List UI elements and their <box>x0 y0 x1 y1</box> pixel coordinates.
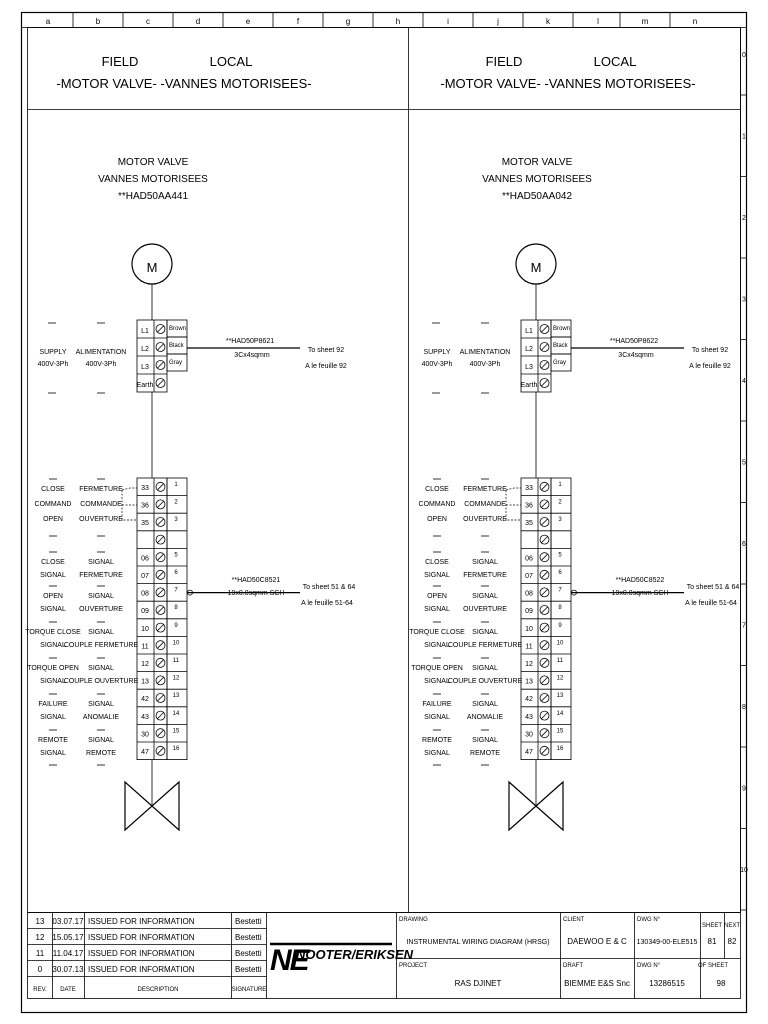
screw-slot <box>158 554 164 560</box>
signal-cable-dest: To sheet 51 & 64 <box>686 584 740 591</box>
signal-label-en: REMOTE <box>422 737 452 744</box>
screw-slot <box>158 660 164 666</box>
draft-label: DRAFT <box>563 963 583 969</box>
power-cable-dest-fr: A le feuille 92 <box>305 363 347 370</box>
dwg-number-2: 13286515 <box>649 979 685 988</box>
power-terminal-label: Earth <box>136 382 154 389</box>
signal-label-en: COMMAND <box>418 501 456 508</box>
core-number: 8 <box>174 605 178 612</box>
signal-terminal-label: 10 <box>525 625 533 633</box>
core-number: 1 <box>558 482 562 488</box>
panel-2 <box>409 54 739 830</box>
column-label-n: n <box>692 17 698 26</box>
signal-label-fr: SIGNAL <box>88 701 114 708</box>
dwg-label-2: DWG N° <box>637 963 661 969</box>
signal-label-fr: OUVERTURE <box>463 606 507 613</box>
revision-signature: Bestetti <box>235 917 262 926</box>
next-sheet-number: 82 <box>727 937 737 946</box>
motor-symbol: M <box>146 260 158 275</box>
screw-slot <box>542 554 548 560</box>
screw-slot <box>542 519 548 525</box>
revision-description: ISSUED FOR INFORMATION <box>88 949 195 958</box>
core-number: 16 <box>172 746 180 752</box>
signal-terminal-label: 13 <box>525 678 533 686</box>
signal-terminal-label: 08 <box>141 590 149 598</box>
signal-terminal-label: 07 <box>525 573 533 580</box>
column-label-d: d <box>195 17 201 26</box>
screw-slot <box>542 625 548 631</box>
column-ruler <box>46 13 697 27</box>
row-label-10: 10 <box>740 867 748 874</box>
screw-slot <box>158 625 164 631</box>
signal-label-fr: SIGNAL <box>88 737 114 744</box>
signal-label-en: SIGNAL <box>40 606 66 613</box>
supply-voltage: 400V-3Ph <box>37 361 69 368</box>
signal-label-fr: SIGNAL <box>88 593 114 600</box>
signal-terminal-label: 47 <box>141 749 149 756</box>
column-label-m: m <box>641 17 649 26</box>
screw-slot <box>542 642 548 648</box>
signal-terminal-label: 43 <box>141 713 149 721</box>
signal-label-en: FAILURE <box>38 701 68 708</box>
signal-label-en: OPEN <box>43 516 63 523</box>
revision-number: 11 <box>35 949 45 958</box>
signal-label-fr: FERMETURE <box>463 572 507 579</box>
signal-terminal-label: 10 <box>141 625 149 633</box>
drawing-title: INSTRUMENTAL WIRING DIAGRAM (HRSG) <box>406 939 550 946</box>
logo-text: NOOTER/ERIKSEN <box>296 947 414 962</box>
screw-slot <box>158 484 164 490</box>
of-sheet-label: OF SHEET <box>697 963 729 969</box>
supply-label-fr: ALIMENTATION <box>75 349 127 356</box>
signal-label-fr: SIGNAL <box>88 559 114 566</box>
screw-slot <box>542 730 548 736</box>
signal-terminal-label: 43 <box>525 713 533 721</box>
revision-description: ISSUED FOR INFORMATION <box>88 965 195 974</box>
signal-terminal-label: 11 <box>525 643 533 651</box>
signal-terminal-label: 09 <box>525 608 533 616</box>
signal-label-en: OPEN <box>427 593 447 600</box>
power-cable-spec: 3Cx4sqmm <box>618 352 654 359</box>
signal-label-fr: SIGNAL <box>472 593 498 600</box>
wire-color-label: Brown <box>553 326 571 332</box>
power-terminal-label: Earth <box>520 382 538 389</box>
row-label-5: 5 <box>742 459 746 467</box>
signal-cable-tag: **HAD50C8522 <box>615 577 665 584</box>
core-number: 10 <box>556 640 564 647</box>
revision-date: 11.04.17 <box>52 949 84 958</box>
signal-label-en: REMOTE <box>38 737 68 744</box>
screw-slot <box>158 748 164 754</box>
signal-label-en: SIGNAL <box>424 606 450 613</box>
signal-label-fr: COUPLE OUVERTURE <box>63 678 139 685</box>
signal-label-fr: FERMETURE <box>79 486 123 493</box>
signal-label-en: TORQUE CLOSE <box>25 629 81 636</box>
column-label-a: a <box>45 17 51 26</box>
signal-terminal-label: 12 <box>141 661 149 668</box>
core-number: 15 <box>556 728 564 735</box>
command-bracket <box>122 488 137 520</box>
screw-slot <box>158 730 164 736</box>
screw-slot <box>542 537 548 543</box>
signal-label-en: SIGNAL <box>40 750 66 757</box>
core-number: 11 <box>556 658 564 664</box>
signal-terminal-label: 07 <box>141 573 149 580</box>
power-cable-tag: **HAD50P8621 <box>225 338 275 345</box>
signal-terminal-label: 06 <box>141 555 149 563</box>
signal-label-en: CLOSE <box>41 486 65 493</box>
rev-header-rev: REV. <box>33 987 47 993</box>
screw-slot <box>158 519 164 525</box>
valve-tag: **HAD50AA042 <box>501 191 573 202</box>
wire-color-label: Black <box>553 343 568 349</box>
supply-label: SUPPLY <box>39 349 67 356</box>
signal-terminal-label: 11 <box>141 643 149 651</box>
signal-label-en: CLOSE <box>41 559 65 566</box>
core-number: 14 <box>172 710 180 717</box>
signal-terminal-label: 36 <box>525 502 533 510</box>
screw-slot <box>158 713 164 719</box>
power-terminal-label: L1 <box>141 328 149 335</box>
valve-title-fr: VANNES MOTORISEES <box>482 174 592 185</box>
revision-signature: Bestetti <box>235 949 262 958</box>
screw-slot <box>158 642 164 648</box>
column-label-i: i <box>447 17 449 26</box>
signal-label-en: SIGNAL <box>424 678 450 685</box>
signal-terminal-label: 13 <box>141 678 149 686</box>
signal-label-en: SIGNAL <box>424 642 450 649</box>
supply-voltage: 400V-3Ph <box>421 361 453 368</box>
signal-label-en: CLOSE <box>425 486 449 493</box>
logo-mark: NE <box>270 944 308 977</box>
signal-label-en: SIGNAL <box>424 750 450 757</box>
screw-slot <box>542 501 548 507</box>
screw-slot <box>542 326 548 332</box>
header-local-label: LOCAL <box>209 54 253 69</box>
screw-slot <box>158 695 164 701</box>
core-number: 2 <box>558 499 562 506</box>
core-number: 13 <box>556 693 564 700</box>
signal-label-en: COMMAND <box>34 501 72 508</box>
project-label: PROJECT <box>399 963 428 969</box>
signal-label-en: SIGNAL <box>40 678 66 685</box>
core-number: 3 <box>558 517 562 524</box>
signal-label-en: FAILURE <box>422 701 452 708</box>
valve-tag: **HAD50AA441 <box>117 191 189 202</box>
header-subtitle: -MOTOR VALVE- -VANNES MOTORISEES- <box>440 76 696 91</box>
screw-slot <box>158 572 164 578</box>
signal-label-fr: ANOMALIE <box>466 714 504 721</box>
signal-label-fr: OUVERTURE <box>463 516 507 523</box>
core-number: 5 <box>174 552 178 559</box>
signal-label-fr: COUPLE FERMETURE <box>447 642 523 649</box>
signal-label-fr: REMOTE <box>86 750 116 757</box>
core-number: 7 <box>558 587 562 594</box>
core-number: 8 <box>558 605 562 612</box>
signal-terminal-label: 35 <box>525 520 533 528</box>
signal-terminal-label: 12 <box>525 661 533 668</box>
signal-label-fr: SIGNAL <box>472 629 498 636</box>
signal-label-en: OPEN <box>427 516 447 523</box>
signal-label-fr: SIGNAL <box>472 665 498 672</box>
core-number: 12 <box>172 675 180 682</box>
signal-label-en: CLOSE <box>425 559 449 566</box>
signal-label-fr: SIGNAL <box>472 737 498 744</box>
signal-label-fr: REMOTE <box>470 750 500 757</box>
sheet-number: 81 <box>707 937 717 946</box>
core-number: 11 <box>172 658 180 664</box>
revision-date: 03.07.17 <box>52 917 84 926</box>
power-cable-tag: **HAD50P8622 <box>609 338 659 345</box>
screw-slot <box>542 484 548 490</box>
header-subtitle: -MOTOR VALVE- -VANNES MOTORISEES- <box>56 76 312 91</box>
core-number: 15 <box>172 728 180 735</box>
signal-cable-dest: To sheet 51 & 64 <box>302 584 356 591</box>
screw-slot <box>542 344 548 350</box>
signal-label-en: SIGNAL <box>424 714 450 721</box>
screw-slot <box>158 326 164 332</box>
power-cable-dest: To sheet 92 <box>691 347 729 354</box>
core-number: 6 <box>174 570 178 576</box>
signal-terminal-label: 30 <box>141 731 149 739</box>
rev-header-description: DESCRIPTION <box>137 987 179 993</box>
column-label-j: j <box>497 17 499 26</box>
signal-label-en: SIGNAL <box>40 714 66 721</box>
signal-terminal-label: 42 <box>141 696 149 704</box>
core-number: 1 <box>174 482 178 488</box>
signal-cable-spec: 19x0.8sqmm SCH <box>227 590 285 597</box>
revision-description: ISSUED FOR INFORMATION <box>88 933 195 942</box>
signal-label-fr: OUVERTURE <box>79 516 123 523</box>
screw-slot <box>158 344 164 350</box>
signal-terminal-label: 42 <box>525 696 533 704</box>
core-number: 9 <box>174 622 178 629</box>
signal-label-en: TORQUE OPEN <box>411 665 463 672</box>
core-number: 9 <box>558 622 562 629</box>
column-label-f: f <box>296 17 300 26</box>
core-number: 5 <box>558 552 562 559</box>
core-number: 3 <box>174 517 178 524</box>
revision-signature: Bestetti <box>235 933 262 942</box>
column-label-g: g <box>345 17 351 26</box>
row-label-0: 0 <box>742 52 746 59</box>
signal-label-fr: SIGNAL <box>472 559 498 566</box>
signal-label-en: TORQUE OPEN <box>27 665 79 672</box>
power-cable-dest: To sheet 92 <box>307 347 345 354</box>
power-terminal-label: L2 <box>525 346 533 353</box>
revision-number: 0 <box>37 965 43 974</box>
power-terminal-label: L2 <box>141 346 149 353</box>
signal-label-en: TORQUE CLOSE <box>409 629 465 636</box>
column-label-c: c <box>146 17 150 26</box>
signal-label-fr: FERMETURE <box>79 572 123 579</box>
signal-label-fr: SIGNAL <box>88 665 114 672</box>
revision-date: 15.05.17 <box>52 933 84 942</box>
power-cable-dest-fr: A le feuille 92 <box>689 363 731 370</box>
signal-terminal-label: 36 <box>141 502 149 510</box>
row-label-9: 9 <box>742 785 746 793</box>
revision-date: 30.07.13 <box>52 965 84 974</box>
screw-slot <box>158 362 164 368</box>
signal-label-en: SIGNAL <box>424 572 450 579</box>
column-label-k: k <box>546 17 550 26</box>
screw-slot <box>158 537 164 543</box>
core-number: 12 <box>556 675 564 682</box>
power-terminal-label: L3 <box>141 364 149 371</box>
signal-terminal-label: 30 <box>525 731 533 739</box>
signal-label-fr: COUPLE OUVERTURE <box>447 678 523 685</box>
screw-slot <box>158 607 164 613</box>
wire-color-label: Gray <box>169 360 183 366</box>
revision-description: ISSUED FOR INFORMATION <box>88 917 195 926</box>
column-label-e: e <box>245 17 251 26</box>
total-sheets: 98 <box>716 979 726 988</box>
revision-number: 12 <box>35 933 45 942</box>
row-label-3: 3 <box>742 296 746 304</box>
header-field-label: FIELD <box>101 54 139 69</box>
wire-color-label: Black <box>169 343 184 349</box>
signal-cable-dest-fr: A le feuille 51-64 <box>301 600 353 607</box>
screw-slot <box>542 362 548 368</box>
signal-terminal-label: 47 <box>525 749 533 756</box>
signal-label-fr: COUPLE FERMETURE <box>63 642 139 649</box>
signal-label-en: SIGNAL <box>40 642 66 649</box>
dwg-number: 130349-00-ELE515 <box>636 939 698 946</box>
column-label-l: l <box>597 17 599 26</box>
rev-header-date: DATE <box>60 987 76 993</box>
supply-voltage-fr: 400V-3Ph <box>85 361 117 368</box>
sheet-label: SHEET <box>701 923 723 929</box>
signal-terminal-label: 33 <box>525 485 533 492</box>
signal-label-fr: SIGNAL <box>472 701 498 708</box>
panel-1 <box>25 54 355 830</box>
screw-slot <box>158 380 164 386</box>
screw-slot <box>542 677 548 683</box>
screw-slot <box>542 695 548 701</box>
row-label-1: 1 <box>742 133 746 141</box>
power-terminal-label: L1 <box>525 328 533 335</box>
core-number: 2 <box>174 499 178 506</box>
row-label-4: 4 <box>742 378 746 385</box>
row-label-7: 7 <box>742 622 746 630</box>
supply-label-fr: ALIMENTATION <box>459 349 511 356</box>
revision-table <box>36 917 262 974</box>
header-local-label: LOCAL <box>593 54 637 69</box>
screw-slot <box>542 589 548 595</box>
screw-slot <box>542 380 548 386</box>
screw-slot <box>542 713 548 719</box>
core-number: 6 <box>558 570 562 576</box>
signal-terminal-label: 35 <box>141 520 149 528</box>
signal-label-fr: FERMETURE <box>463 486 507 493</box>
screw-slot <box>542 660 548 666</box>
column-label-h: h <box>395 17 401 26</box>
core-number: 13 <box>172 693 180 700</box>
row-label-8: 8 <box>742 704 746 711</box>
signal-label-fr: COMMANDE <box>464 501 506 508</box>
client-name: DAEWOO E & C <box>567 937 627 946</box>
project-name: RAS DJINET <box>454 979 502 988</box>
next-label: NEXT <box>723 923 741 929</box>
signal-label-fr: ANOMALIE <box>82 714 120 721</box>
signal-label-fr: OUVERTURE <box>79 606 123 613</box>
screw-slot <box>542 607 548 613</box>
core-number: 10 <box>172 640 180 647</box>
core-number: 14 <box>556 710 564 717</box>
revision-number: 13 <box>35 917 45 926</box>
power-cable-spec: 3Cx4sqmm <box>234 352 270 359</box>
wire-color-label: Gray <box>553 360 567 366</box>
revision-signature: Bestetti <box>235 965 262 974</box>
command-bracket <box>506 488 521 520</box>
row-label-2: 2 <box>742 215 746 222</box>
power-terminal-label: L3 <box>525 364 533 371</box>
valve-title: MOTOR VALVE <box>501 157 573 168</box>
screw-slot <box>158 501 164 507</box>
nooter-eriksen-logo <box>270 944 414 977</box>
dwg-label: DWG N° <box>637 917 661 923</box>
supply-label: SUPPLY <box>423 349 451 356</box>
client-label: CLIENT <box>563 917 585 923</box>
screw-slot <box>542 572 548 578</box>
signal-terminal-label: 09 <box>141 608 149 616</box>
wire-color-label: Brown <box>169 326 187 332</box>
signal-cable-dest-fr: A le feuille 51-64 <box>685 600 737 607</box>
signal-terminal-label: 08 <box>525 590 533 598</box>
signal-label-fr: COMMANDE <box>80 501 122 508</box>
valve-title-fr: VANNES MOTORISEES <box>98 174 208 185</box>
drawing-label: DRAWING <box>399 917 428 923</box>
signal-label-en: OPEN <box>43 593 63 600</box>
screw-slot <box>158 589 164 595</box>
panels <box>25 54 739 830</box>
valve-title: MOTOR VALVE <box>117 157 189 168</box>
core-number: 7 <box>174 587 178 594</box>
row-label-6: 6 <box>742 541 746 548</box>
rev-header-signature: SIGNATURE <box>231 987 267 993</box>
draft-name: BIEMME E&S Snc <box>564 979 630 988</box>
core-number: 16 <box>556 746 564 752</box>
header-field-label: FIELD <box>485 54 523 69</box>
screw-slot <box>158 677 164 683</box>
signal-terminal-label: 06 <box>525 555 533 563</box>
supply-voltage-fr: 400V-3Ph <box>469 361 501 368</box>
column-label-b: b <box>95 17 101 26</box>
signal-terminal-label: 33 <box>141 485 149 492</box>
signal-cable-spec: 19x0.8sqmm SCH <box>611 590 669 597</box>
signal-cable-tag: **HAD50C8521 <box>231 577 281 584</box>
signal-label-en: SIGNAL <box>40 572 66 579</box>
screw-slot <box>542 748 548 754</box>
signal-label-fr: SIGNAL <box>88 629 114 636</box>
motor-symbol: M <box>530 260 542 275</box>
